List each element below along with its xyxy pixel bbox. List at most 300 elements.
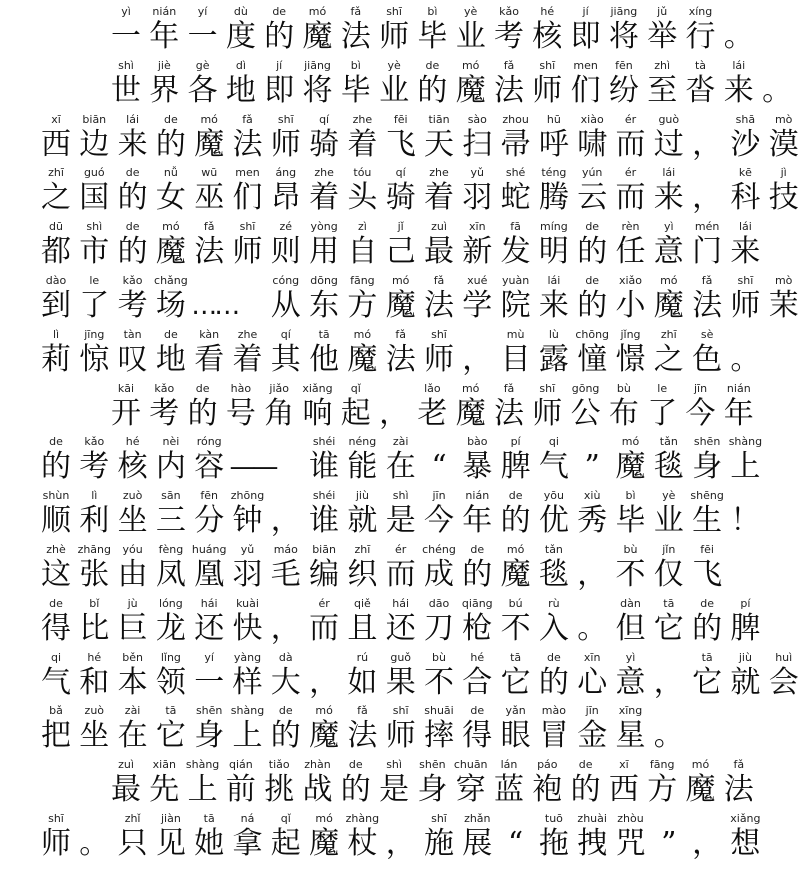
hanzi: 枪 — [462, 610, 493, 646]
pinyin: chéng — [422, 543, 456, 556]
hanzi: 脾 — [500, 449, 531, 485]
pinyin: nián — [726, 381, 751, 395]
pinyin: qián — [229, 758, 253, 772]
hanzi: 年 — [149, 19, 180, 54]
pinyin: shī — [239, 220, 256, 234]
hanzi: 今 — [685, 395, 716, 431]
text-line — [0, 811, 800, 865]
hanzi: 纷 — [608, 72, 639, 108]
hanzi: 响 — [302, 395, 333, 431]
hanzi: 不 — [424, 664, 454, 700]
hanzi: 样 — [232, 664, 263, 700]
hanzi: 脾 — [730, 610, 761, 646]
pinyin: zhou — [502, 112, 529, 126]
pinyin: jiāng — [610, 5, 638, 18]
hanzi: 毛 — [270, 557, 301, 592]
hanzi: 着 — [232, 341, 263, 377]
pinyin: xiān — [152, 758, 176, 772]
hanzi: 师 — [730, 288, 761, 323]
character-cell — [727, 811, 763, 865]
pinyin: jiǎo — [269, 381, 289, 395]
pinyin: lǐng — [160, 650, 181, 664]
pinyin: kǎo — [84, 435, 105, 449]
pinyin: tā — [510, 650, 522, 664]
pinyin: yǔ — [240, 543, 255, 556]
hanzi: 还 — [194, 610, 225, 646]
hanzi: 比 — [79, 610, 110, 646]
hanzi: 自 — [347, 234, 378, 270]
hanzi: 新 — [462, 234, 493, 270]
pinyin: jiāng — [304, 58, 331, 72]
hanzi: 冒 — [538, 718, 569, 754]
hanzi: 用 — [309, 234, 340, 270]
hanzi: 即 — [570, 19, 601, 54]
pinyin: xiǎng — [302, 381, 333, 395]
hanzi: 各 — [187, 72, 218, 108]
pinyin: mó — [391, 274, 410, 287]
hanzi: 法 — [347, 718, 378, 754]
pinyin: lái — [738, 220, 752, 234]
pinyin: gōng — [571, 381, 600, 395]
hanzi: 编 — [309, 557, 340, 592]
hanzi: 考 — [79, 449, 110, 485]
pinyin: qiě — [353, 596, 371, 610]
pinyin: zhāng — [77, 543, 112, 556]
pinyin: jǐ — [397, 220, 404, 234]
pinyin: zuò — [84, 704, 105, 718]
hanzi: 上 — [730, 449, 761, 485]
pinyin: de — [578, 758, 593, 772]
hanzi: 杖 — [347, 826, 378, 861]
pinyin: mó — [162, 220, 180, 234]
hanzi: 布 — [608, 395, 639, 431]
hanzi: 至 — [647, 72, 678, 108]
hanzi: 挑 — [264, 772, 295, 808]
pinyin: tā — [318, 327, 330, 341]
pinyin: de — [470, 704, 485, 718]
pinyin: fēn — [615, 58, 633, 72]
hanzi: 袍 — [532, 772, 563, 808]
hanzi: 着 — [347, 126, 378, 162]
pinyin: tǎn — [659, 435, 678, 449]
pinyin: lái — [126, 112, 140, 126]
pinyin: bǎ — [49, 704, 63, 718]
pinyin: kāi — [117, 381, 135, 395]
pinyin: jì — [780, 166, 787, 180]
punctuation: ， — [462, 341, 493, 377]
hanzi: 拽 — [577, 826, 608, 861]
pinyin: lái — [662, 166, 676, 180]
hanzi: 核 — [117, 449, 148, 485]
pinyin: tiǎo — [268, 758, 290, 772]
punctuation: ， — [692, 180, 723, 216]
hanzi: 帚 — [500, 126, 531, 162]
punctuation: 。 — [79, 826, 110, 861]
pinyin: shī — [431, 812, 447, 825]
pinyin: xiǎo — [618, 274, 643, 287]
pinyin: dà — [278, 650, 293, 664]
pinyin: zhe — [237, 327, 258, 341]
pinyin: shī — [48, 812, 64, 825]
pinyin: jiàn — [160, 812, 181, 825]
pinyin: hé — [540, 5, 555, 18]
hanzi: 科 — [730, 180, 761, 216]
text-line — [0, 165, 800, 219]
pinyin: zài — [124, 704, 141, 718]
hanzi: 蛇 — [500, 180, 531, 216]
pinyin: máo — [273, 543, 298, 556]
hanzi: 穿 — [455, 772, 486, 808]
hanzi: 在 — [117, 718, 148, 754]
pinyin: de — [195, 381, 210, 395]
hanzi: 法 — [723, 772, 754, 808]
pinyin: téng — [541, 166, 567, 180]
pinyin: lì — [91, 489, 98, 503]
pinyin: hào — [230, 381, 252, 395]
pinyin: xīn — [583, 650, 601, 664]
text-line — [0, 542, 800, 596]
hanzi: 沓 — [685, 72, 716, 108]
pinyin: ér — [624, 112, 637, 126]
hanzi: 最 — [111, 772, 141, 808]
hanzi: 号 — [225, 395, 256, 431]
hanzi: 开 — [111, 395, 141, 431]
pinyin: néng — [348, 435, 377, 449]
pinyin: ná — [240, 812, 255, 825]
pinyin: lán — [500, 758, 518, 772]
hanzi: 的 — [270, 718, 301, 754]
pinyin: yōu — [543, 489, 564, 503]
pinyin: mó — [461, 58, 480, 72]
pinyin: mò — [774, 112, 793, 126]
hanzi: 考 — [494, 19, 524, 54]
pinyin: hé — [125, 435, 140, 449]
pinyin: bù — [616, 381, 631, 395]
hanzi: 仅 — [653, 557, 684, 592]
pinyin: hé — [470, 650, 485, 664]
pinyin: zhǎn — [464, 812, 491, 825]
hanzi: 魔 — [385, 288, 416, 323]
pinyin: fǎ — [203, 220, 215, 234]
punctuation: 。 — [723, 19, 754, 54]
pinyin: fèng — [158, 543, 184, 556]
pinyin: rèn — [621, 220, 640, 234]
hanzi: 来 — [723, 72, 754, 108]
hanzi: 上 — [187, 772, 218, 808]
hanzi: 起 — [340, 395, 371, 431]
punctuation: ， — [692, 126, 723, 162]
hanzi: 老 — [417, 395, 448, 431]
hanzi: 漠 — [768, 126, 799, 162]
text-line — [0, 488, 800, 542]
hanzi: 坐 — [117, 503, 148, 539]
punctuation: ， — [653, 664, 684, 700]
pinyin: xiù — [583, 489, 601, 503]
hanzi: 法 — [494, 395, 524, 431]
pinyin: mó — [621, 435, 640, 449]
pinyin: yì — [664, 220, 674, 234]
hanzi: 魔 — [194, 126, 225, 162]
pinyin: sān — [161, 489, 181, 503]
pinyin: zhè — [46, 543, 66, 556]
hanzi: 毯 — [653, 449, 684, 485]
hanzi: 的 — [692, 610, 723, 646]
hanzi: 业 — [455, 19, 486, 54]
hanzi: 法 — [692, 288, 723, 323]
pinyin: shēng — [690, 489, 724, 503]
hanzi: 魔 — [455, 395, 486, 431]
hanzi: 拿 — [232, 826, 263, 861]
hanzi: 们 — [232, 180, 263, 216]
hanzi: 着 — [424, 180, 454, 216]
hanzi: 的 — [462, 557, 493, 592]
hanzi: 核 — [532, 19, 563, 54]
pinyin: cóng — [272, 274, 300, 287]
hanzi: 的 — [41, 449, 71, 485]
pinyin: kē — [738, 166, 752, 180]
hanzi: 魔 — [155, 234, 186, 270]
pinyin: tā — [663, 596, 675, 610]
pinyin: kǎo — [122, 274, 143, 287]
hanzi: 法 — [232, 126, 263, 162]
pinyin: yí — [204, 650, 214, 664]
pinyin: yè — [387, 58, 401, 72]
hanzi: 地 — [225, 72, 256, 108]
hanzi: 憬 — [615, 341, 646, 377]
pinyin: jiù — [738, 650, 752, 664]
pinyin: shàng — [728, 435, 763, 449]
pinyin: lù — [548, 327, 559, 341]
hanzi: 法 — [385, 341, 416, 377]
hanzi: 先 — [149, 772, 180, 808]
pinyin: mù — [506, 327, 525, 341]
character-cell — [721, 757, 757, 811]
hanzi: 国 — [79, 180, 110, 216]
hanzi: 沙 — [730, 126, 761, 162]
pinyin: páo — [537, 758, 558, 772]
character-cell — [727, 596, 763, 650]
pinyin: shì — [386, 758, 402, 772]
pinyin: guò — [658, 112, 680, 126]
hanzi: 但 — [615, 610, 646, 646]
pinyin: hé — [87, 650, 102, 664]
hanzi: 凤 — [155, 557, 186, 592]
pinyin: nèi — [162, 435, 180, 449]
hanzi: 的 — [187, 395, 218, 431]
hanzi: 把 — [41, 718, 71, 754]
hanzi: 它 — [500, 664, 531, 700]
pinyin: yuàn — [501, 274, 530, 287]
pinyin: fā — [510, 220, 521, 234]
hanzi: 三 — [155, 503, 186, 539]
hanzi: 惊 — [79, 341, 110, 377]
pinyin: shé — [505, 166, 526, 180]
pinyin: qí — [319, 112, 330, 126]
hanzi: 优 — [538, 503, 569, 539]
pinyin: sè — [700, 327, 714, 341]
hanzi: 法 — [194, 234, 225, 270]
pinyin: bǐ — [89, 596, 100, 610]
hanzi: 魔 — [309, 718, 340, 754]
pinyin: fēi — [393, 112, 408, 126]
pinyin: jīng — [84, 327, 105, 341]
pinyin: de — [164, 112, 178, 126]
pinyin: de — [49, 596, 63, 610]
hanzi: 就 — [730, 664, 761, 700]
pinyin: mó — [506, 543, 525, 556]
punctuation: ， — [309, 664, 340, 700]
hanzi: 了 — [79, 288, 110, 323]
pinyin: xīn — [469, 220, 486, 234]
text-line — [0, 650, 800, 704]
hanzi: 他 — [309, 341, 340, 377]
hanzi: 年 — [723, 395, 754, 431]
hanzi: 小 — [615, 288, 646, 323]
pinyin: zhàng — [345, 812, 380, 825]
hanzi: 身 — [692, 449, 723, 485]
pinyin: nián — [152, 5, 177, 18]
pinyin: áng — [275, 166, 297, 180]
hanzi: 是 — [385, 503, 416, 539]
hanzi: 啸 — [577, 126, 608, 162]
pinyin: bù — [623, 543, 638, 556]
pinyin: qí — [395, 166, 406, 180]
pinyin: shī — [277, 112, 294, 126]
hanzi: 飞 — [385, 126, 416, 162]
pinyin: hái — [392, 596, 410, 610]
hanzi: 和 — [79, 664, 110, 700]
punctuation: “ — [431, 449, 447, 485]
pinyin: zuì — [431, 220, 447, 234]
pinyin: zhǐ — [124, 812, 141, 825]
pinyin: mó — [461, 381, 480, 395]
hanzi: 门 — [692, 234, 723, 270]
pinyin: mó — [315, 704, 333, 718]
hanzi: 得 — [41, 610, 71, 646]
hanzi: 谁 — [309, 503, 340, 539]
punctuation: 。 — [730, 341, 761, 377]
hanzi: 到 — [41, 288, 71, 323]
hanzi: 上 — [232, 718, 263, 754]
pinyin: shēn — [419, 758, 446, 772]
hanzi: 业 — [379, 72, 410, 108]
pinyin: yì — [625, 650, 636, 664]
pinyin: shēn — [693, 435, 721, 449]
hanzi: 毕 — [417, 19, 448, 54]
hanzi: 大 — [270, 664, 301, 700]
hanzi: 来 — [653, 180, 684, 216]
pinyin: de — [508, 489, 523, 503]
hanzi: 院 — [500, 288, 531, 323]
pinyin: zhī — [48, 166, 64, 180]
hanzi: 能 — [347, 449, 378, 485]
hanzi: 了 — [647, 395, 678, 431]
pinyin: zhòu — [617, 812, 644, 825]
hanzi: 成 — [424, 557, 454, 592]
hanzi: 骑 — [385, 180, 416, 216]
pinyin: mó — [315, 812, 333, 825]
pinyin: yàng — [233, 650, 262, 664]
pinyin: yún — [581, 166, 603, 180]
hanzi: 方 — [347, 288, 378, 323]
pinyin: tàn — [123, 327, 142, 341]
pinyin: jīn — [432, 489, 446, 503]
pinyin: shī — [431, 327, 447, 341]
pinyin: huì — [775, 650, 793, 664]
hanzi: 的 — [117, 180, 148, 216]
pinyin: fǎ — [395, 327, 406, 341]
pinyin: shī — [386, 5, 402, 18]
hanzi: 毕 — [615, 503, 646, 539]
hanzi: 目 — [500, 341, 531, 377]
hanzi: 扫 — [462, 126, 493, 162]
hanzi: 它 — [653, 610, 684, 646]
pinyin: zhì — [654, 58, 671, 72]
pinyin: shī — [392, 704, 409, 718]
character-cell — [766, 650, 800, 704]
hanzi: 角 — [264, 395, 295, 431]
pinyin: de — [164, 327, 178, 341]
pinyin: yì — [121, 5, 131, 18]
hanzi: 来 — [117, 126, 148, 162]
text-line — [0, 327, 800, 381]
pinyin: kǎo — [499, 5, 519, 18]
character-cell — [191, 434, 227, 488]
pinyin: fǎ — [701, 274, 713, 287]
pinyin: shùn — [42, 489, 70, 503]
hanzi: 呼 — [538, 126, 569, 162]
pinyin: chōng — [575, 327, 610, 341]
pinyin: ér — [395, 543, 407, 556]
hanzi: 金 — [577, 718, 608, 754]
hanzi: 且 — [347, 610, 378, 646]
pinyin: zhe — [429, 166, 449, 180]
pinyin: shì — [118, 58, 134, 72]
hanzi: 魔 — [500, 557, 531, 592]
hanzi: 蓝 — [494, 772, 524, 808]
pinyin: xī — [51, 112, 61, 126]
hanzi: 的 — [117, 234, 148, 270]
hanzi: 巨 — [117, 610, 148, 646]
character-cell — [721, 381, 757, 435]
pinyin: yóu — [122, 543, 143, 556]
pinyin: ér — [624, 166, 637, 180]
hanzi: 是 — [379, 772, 410, 808]
pinyin: de — [348, 758, 363, 772]
pinyin: fǎ — [242, 112, 253, 126]
pinyin: shā — [735, 112, 756, 126]
pinyin: shì — [86, 220, 103, 234]
hanzi: 的 — [577, 234, 608, 270]
hanzi: 魔 — [615, 449, 646, 485]
hanzi: 果 — [385, 664, 416, 700]
hanzi: 如 — [347, 664, 378, 700]
pinyin: de — [585, 220, 600, 234]
hanzi: 龙 — [155, 610, 186, 646]
hanzi: 领 — [155, 664, 186, 700]
text-line — [0, 273, 800, 327]
pinyin: rú — [356, 650, 369, 664]
pinyin: jù — [127, 596, 138, 610]
pinyin: sào — [467, 112, 487, 126]
hanzi: 场 — [155, 288, 186, 323]
text-line — [0, 381, 800, 435]
pinyin: zhe — [352, 112, 373, 126]
hanzi: 暴 — [462, 449, 493, 485]
hanzi: 身 — [417, 772, 448, 808]
pinyin: lǎo — [424, 381, 441, 395]
pinyin: de — [125, 220, 140, 234]
